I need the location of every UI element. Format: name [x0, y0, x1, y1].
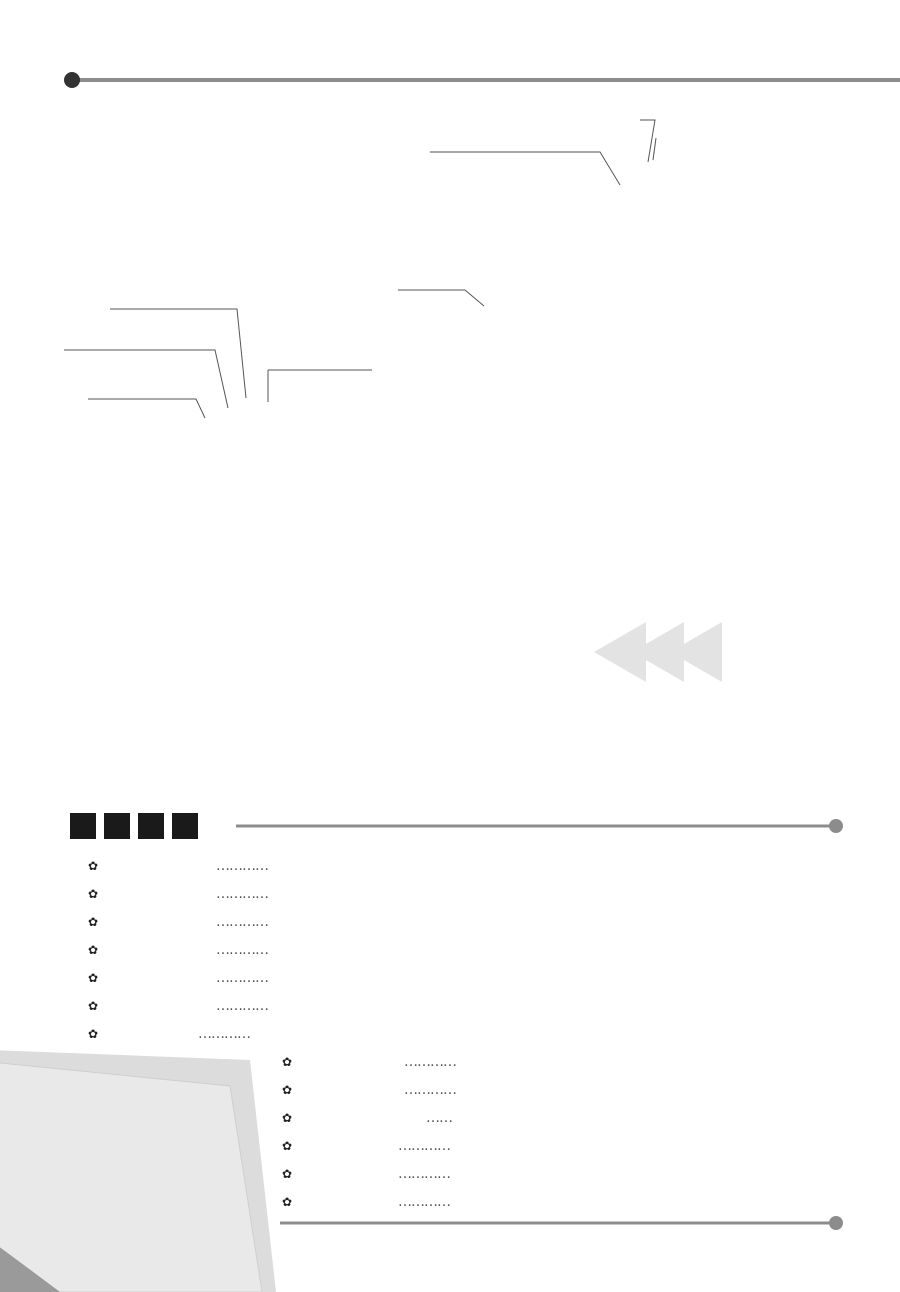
- flower-icon: ✿: [282, 1083, 293, 1097]
- glossary-item: ✿ …………: [282, 1054, 456, 1070]
- flower-icon: ✿: [282, 1195, 293, 1209]
- flower-icon: ✿: [282, 1139, 293, 1153]
- glossary-item: ✿ …………: [88, 858, 268, 874]
- top-rule-dot: [64, 72, 80, 88]
- bottom-rule-dot: [829, 1216, 843, 1230]
- glossary-header-char: [70, 813, 96, 839]
- glossary-header-char: [138, 813, 164, 839]
- glossary-item: ✿ …………: [282, 1166, 450, 1182]
- budget-book-photo: [0, 1050, 276, 1292]
- glossary-item: ✿ …………: [88, 886, 268, 902]
- flower-icon: ✿: [88, 971, 99, 985]
- flower-icon: ✿: [88, 1027, 99, 1041]
- glossary-header-char: [104, 813, 130, 839]
- flower-icon: ✿: [282, 1055, 293, 1069]
- flower-icon: ✿: [88, 999, 99, 1013]
- glossary-item: ✿ …………: [282, 1194, 450, 1210]
- glossary-item: ✿ …………: [282, 1082, 456, 1098]
- leader-lines: [64, 120, 656, 418]
- glossary-item: ✿ …………: [88, 1026, 250, 1042]
- flower-icon: ✿: [88, 859, 99, 873]
- flower-icon: ✿: [88, 943, 99, 957]
- flower-icon: ✿: [282, 1167, 293, 1181]
- flower-icon: ✿: [88, 915, 99, 929]
- flower-icon: ✿: [88, 887, 99, 901]
- flower-icon: ✿: [282, 1111, 293, 1125]
- glossary-item: ✿ …………: [282, 1138, 450, 1154]
- glossary-header-char: [172, 813, 198, 839]
- glossary-header: [70, 813, 198, 839]
- glossary-item: ✿ …………: [88, 914, 268, 930]
- glossary-item: ✿ …………: [88, 942, 268, 958]
- glossary-item: ✿ …………: [88, 998, 268, 1014]
- arrow-icons: [594, 622, 722, 682]
- glossary-rule-dot: [829, 819, 843, 833]
- glossary-item: ✿ ……: [282, 1110, 452, 1126]
- glossary-item: ✿ …………: [88, 970, 268, 986]
